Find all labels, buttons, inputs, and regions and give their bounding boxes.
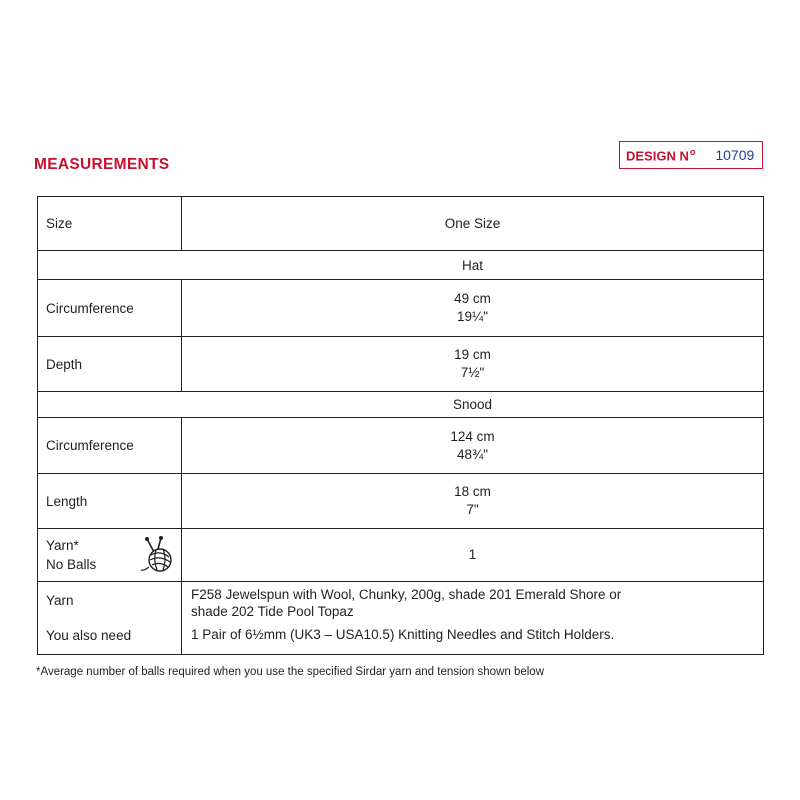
- yarn-balls-label-cell: [38, 529, 182, 581]
- yarn-label: Yarn: [46, 593, 74, 608]
- yarn-balls-label-line2: No Balls: [46, 557, 97, 572]
- yarn-description-line2: shade 202 Tide Pool Topaz: [191, 604, 354, 619]
- hat-depth-in: 7½": [460, 365, 485, 380]
- yarn-balls-label-line1: Yarn*: [46, 538, 79, 553]
- page-title: MEASUREMENTS: [34, 156, 170, 173]
- table-row-snood-header: [38, 392, 763, 418]
- size-value: One Size: [444, 215, 501, 231]
- snood-circumference-cm: 124 cm: [450, 428, 495, 444]
- hat-depth-value: [182, 337, 763, 391]
- yarn-ball-needles-icon: [139, 535, 179, 575]
- hat-circumference-cm: 49 cm: [454, 291, 491, 306]
- yarn-description-line1: F258 Jewelspun with Wool, Chunky, 200g, shade 201 Emerald Shore or: [191, 587, 622, 602]
- hat-circumference-in: 19¼": [456, 309, 489, 324]
- snood-length-label: Length: [38, 474, 182, 528]
- design-number: 10709: [715, 147, 755, 163]
- hat-section-title: Hat: [461, 257, 483, 273]
- design-number-box: [619, 141, 763, 169]
- yarn-balls-value: 1: [468, 547, 477, 562]
- hat-depth-label: Depth: [38, 337, 182, 391]
- design-label: DESIGN $N^o$: [626, 146, 696, 164]
- snood-length-value: [182, 474, 763, 528]
- measurements-table: [37, 196, 764, 655]
- table-row-snood-length: [38, 474, 763, 529]
- also-need-label: You also need: [46, 628, 132, 643]
- snood-length-cm: 18 cm: [454, 484, 491, 499]
- snood-length-in: 7": [466, 502, 479, 517]
- hat-depth-cm: 19 cm: [454, 347, 491, 362]
- table-row-yarn-balls: [38, 529, 763, 582]
- table-row-hat-circumference: [38, 280, 763, 337]
- snood-circumference-in: 48¾": [456, 446, 489, 462]
- snood-circumference-label: Circumference: [38, 418, 182, 473]
- also-need-text: 1 Pair of 6½mm (UK3 – USA10.5) Knitting Needles and Stitch Holders.: [191, 627, 615, 642]
- table-row-hat-header: [38, 251, 763, 280]
- table-row-yarn-details: [38, 582, 763, 654]
- snood-circumference-value: [182, 418, 763, 473]
- table-row-snood-circumference: [38, 418, 763, 474]
- size-label: Size: [38, 197, 182, 250]
- table-row-hat-depth: [38, 337, 763, 392]
- table-row-size: [38, 197, 763, 251]
- hat-circumference-value: [182, 280, 763, 336]
- hat-circumference-label: Circumference: [38, 280, 182, 336]
- footnote: *Average number of balls required when you use the specified Sirdar yarn and tension shown below: [36, 666, 545, 678]
- snood-section-title: Snood: [452, 397, 493, 412]
